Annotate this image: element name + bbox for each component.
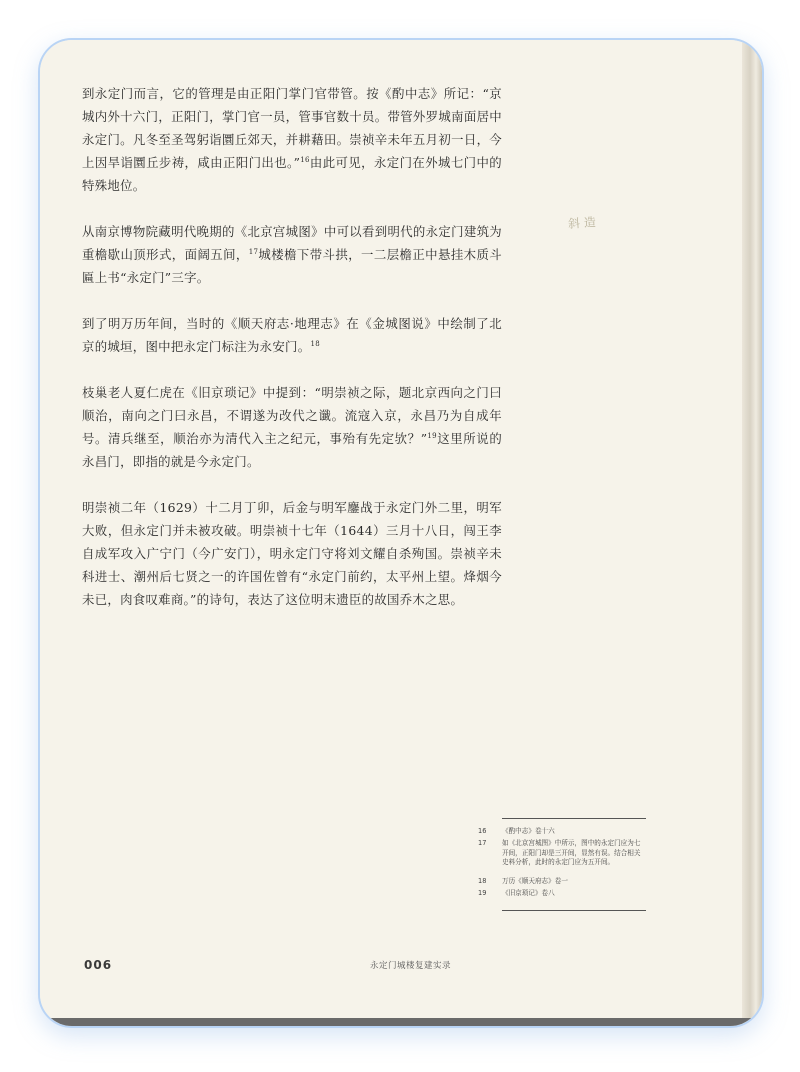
paragraph-2-text-a: 从南京博物院藏明代晚期的《北京宫城图》中可以看到明代的永定门建筑为重檐歇山顶形式，面阔五间， [82, 224, 502, 262]
footnote-19 [478, 889, 646, 899]
book-spine-edge [742, 40, 762, 1026]
paragraph-2 [82, 220, 502, 289]
footnote-number: 17 [478, 839, 487, 847]
footnote-text: 如《北京宫城图》中所示，图中的永定门应为七开间，正阳门却是三开间，显然有误。结合相关史料分析，此时的永定门应为五开间。 [502, 839, 641, 867]
paragraph-3 [82, 312, 502, 358]
paragraph-4-text-b: 这里所说的永昌门，即指的就是今永定门。 [82, 431, 503, 469]
footnote-rule-top [502, 818, 646, 819]
footnote-number: 19 [478, 889, 487, 897]
body-text [82, 82, 502, 634]
running-title: 永定门城楼复建实录 [370, 961, 452, 971]
footnote-text: 《酌中志》卷十六 [502, 827, 555, 835]
page-bottom-edge [40, 1018, 762, 1026]
footnote-ref-18: 18 [310, 339, 320, 348]
footnote-18 [478, 877, 646, 887]
footnote-17 [478, 839, 646, 868]
footnote-ref-17: 17 [248, 247, 259, 256]
paragraph-1-text-a: 到永定门而言，它的管理是由正阳门掌门官带管。按《酌中志》所记：“京城内外十六门，正阳门，掌门官一员，管事官数十员。带管外罗城南面居中永定门。凡冬至圣驾躬诣圜丘郊天，并耕藉田。崇祯辛未年五月初一日，今上因旱诣圜丘步祷，咸由正阳门出也。” [82, 86, 502, 170]
footnote-16 [478, 827, 646, 837]
footnote-ref-19: 19 [427, 431, 437, 440]
paragraph-1 [82, 82, 502, 197]
faded-stamp-text: 斜 造 [567, 215, 597, 231]
paragraph-4 [82, 381, 502, 473]
paragraph-1-text-b: 由此可见，永定门在外城七门中的特殊地位。 [82, 155, 503, 193]
footnote-ref-16: 16 [300, 155, 310, 164]
paragraph-2-text-b: 城楼檐下带斗拱，一二层檐正中悬挂木质斗匾上书“永定门”三字。 [82, 247, 503, 285]
footnote-text: 万历《顺天府志》卷一 [502, 877, 568, 885]
book-page [40, 40, 746, 1026]
paragraph-4-text-a: 枝巢老人夏仁虎在《旧京琐记》中提到：“明崇祯之际，题北京西向之门曰顺治，南向之门曰永昌，不谓遂为改代之谶。流寇入京，永昌乃为自成年号。清兵继至，顺治亦为清代入主之纪元，事殆有先定欤？” [82, 385, 502, 446]
paragraph-5 [82, 496, 502, 611]
paragraph-5-text: 明崇祯二年（1629）十二月丁卯，后金与明军鏖战于永定门外二里，明军大败，但永定门并未被攻破。明崇祯十七年（1644）三月十八日，闯王李自成军攻入广宁门（今广安门），明永定门守将刘文耀自杀殉国。崇祯辛未科进士、潮州后七贤之一的许国佐曾有“永定门前约，太平州上望。烽烟今未已，肉食叹难商。”的诗句，表达了这位明末遗臣的故国乔木之思。 [82, 500, 502, 607]
footnote-rule-bottom [502, 910, 646, 911]
paragraph-3-text-a: 到了明万历年间，当时的《顺天府志·地理志》在《金城图说》中绘制了北京的城垣，图中把永定门标注为永安门。 [82, 316, 502, 354]
footnote-number: 16 [478, 827, 487, 835]
footnote-number: 18 [478, 877, 487, 885]
page-frame [38, 38, 764, 1028]
footnote-text: 《旧京琐记》卷八 [502, 889, 555, 897]
page-number: 006 [84, 958, 113, 972]
